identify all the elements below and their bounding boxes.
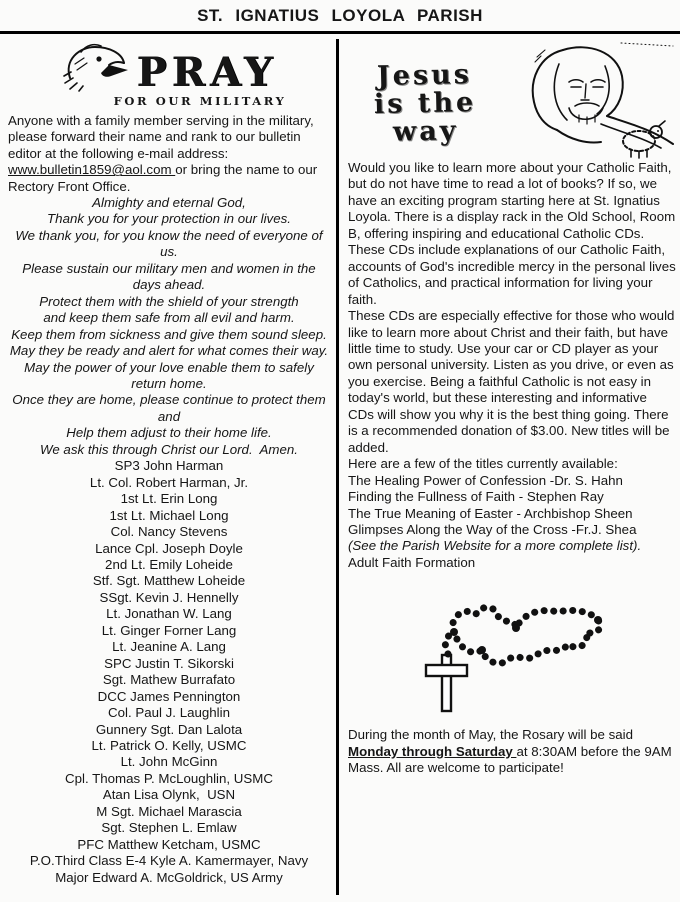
military-names-list <box>8 458 330 886</box>
bulletin-email-link[interactable]: www.bulletin1859@aol.com <box>8 162 176 178</box>
service-member-name: Lt. Jonathan W. Lang <box>106 606 232 622</box>
prayer-line: Please sustain our military men and women in the days ahead. <box>22 260 316 293</box>
jesus-is-the-way-header <box>348 34 676 160</box>
intro-text-before-link: Anyone with a family member serving in the military, please forward their name and rank to our bulletin editor at the following e-mail address: <box>8 113 314 161</box>
pray-logo-row <box>8 42 330 96</box>
service-member-name: DCC James Pennington <box>97 688 241 704</box>
service-member-name: SSgt. Kevin J. Hennelly <box>99 589 239 605</box>
pray-subtitle-wrap <box>18 92 330 110</box>
service-member-name: Col. Paul J. Laughlin <box>108 705 230 721</box>
jesus-wordmark <box>373 61 477 147</box>
rosary-schedule-emphasis: Monday through Saturday <box>348 743 517 759</box>
service-member-name: 1st Lt. Michael Long <box>109 507 229 523</box>
cd-title: Finding the Fullness of Faith - Stephen Ray <box>348 489 604 505</box>
military-intro-paragraph <box>8 113 330 195</box>
cd-program-paragraph-2: These CDs are especially effective for those who would like to learn more about Christ and their faith, but have little time to study. Use your car or CD player as your own personal university. Listen as you drive, or even as you exercise. Being a faithful Catholic is not easy in today's world, but these interesting and informative CDs will show you why it is the best thing going. There is a recommended donation of $3.00. New titles will be added. <box>348 308 675 455</box>
military-prayer <box>8 195 330 458</box>
intro-text-after-link: or bring the name to our Rectory Front Office. <box>8 162 318 194</box>
pray-wordmark: PRAY <box>136 49 278 96</box>
service-member-name: Cpl. Thomas P. McLoughlin, USMC <box>65 770 273 786</box>
rosary-drawing-icon <box>412 599 676 719</box>
parish-website-note: (See the Parish Website for a more complete list). <box>348 538 642 554</box>
service-member-name: Lt. Ginger Forner Lang <box>101 622 237 638</box>
service-member-name: Sgt. Stephen L. Emlaw <box>101 820 237 836</box>
cd-titles-intro: Here are a few of the titles currently available: <box>348 456 618 472</box>
cd-titles-list <box>348 473 676 539</box>
pray-subtitle: FOR OUR MILITARY <box>113 94 287 108</box>
service-member-name: 2nd Lt. Emily Loheide <box>105 557 233 572</box>
rosary-note-before: During the month of May, the Rosary will be said <box>348 727 634 743</box>
prayer-line: Thank you for your protection in our lives. <box>47 211 291 227</box>
left-column <box>0 34 336 895</box>
service-member-name: Major Edward A. McGoldrick, US Army <box>55 869 283 885</box>
cd-title: The True Meaning of Easter - Archbishop Sheen <box>348 505 633 521</box>
prayer-line: Protect them with the shield of your strength <box>39 293 299 309</box>
service-member-name: SP3 John Harman <box>114 458 224 474</box>
service-member-name: P.O.Third Class E-4 Kyle A. Kamermayer, Navy <box>29 853 309 869</box>
prayer-line: Once they are home, please continue to protect them and <box>12 392 326 424</box>
service-member-name: Lt. John McGinn <box>120 754 218 770</box>
jesus-shepherd-drawing-icon <box>501 36 676 160</box>
jesus-wordmark-line: way <box>392 115 459 148</box>
prayer-line: Keep them from sickness and give them sound sleep. <box>11 326 327 342</box>
prayer-line: May they be ready and alert for what comes their way. <box>9 343 329 359</box>
service-member-name: Lt. Jeanine A. Lang <box>112 639 226 655</box>
service-member-name: Gunnery Sgt. Dan Lalota <box>95 721 243 737</box>
service-member-name: Stf. Sgt. Matthew Loheide <box>92 573 246 589</box>
cd-title: Glimpses Along the Way of the Cross -Fr.J. Shea <box>348 521 637 537</box>
cd-program-paragraph-1: Would you like to learn more about your Catholic Faith, but do not have time to read a lot of books? If so, we have an exciting program starting here at St. Ignatius Loyola. There is a display rack in the Old School, Room B, offering inspiring and educational Catholic CDs. These CDs include explanations of our Catholic Faith, accounts of God's incredible mercy in the personal lives of Catholics, and practical information for living your faith. <box>348 160 676 307</box>
service-member-name: SPC Justin T. Sikorski <box>104 655 234 671</box>
prayer-line: We ask this through Christ our Lord. Amen. <box>40 441 298 457</box>
service-member-name: Lt. Col. Robert Harman, Jr. <box>89 474 249 490</box>
service-member-name: Lance Cpl. Joseph Doyle <box>95 540 243 556</box>
service-member-name: 1st Lt. Erin Long <box>120 491 218 507</box>
service-member-name: Sgt. Mathew Burrafato <box>102 672 236 688</box>
right-column <box>339 34 680 895</box>
eagle-icon <box>61 42 135 92</box>
prayer-line: Help them adjust to their home life. <box>66 425 272 441</box>
rosary-announcement <box>348 727 676 776</box>
service-member-name: Atan Lisa Olynk, USN <box>102 787 236 803</box>
service-member-name: Col. Nancy Stevens <box>110 524 228 540</box>
two-column-layout <box>0 34 680 895</box>
service-member-name: PFC Matthew Ketcham, USMC <box>77 836 261 852</box>
cd-program-section <box>348 160 676 571</box>
prayer-line: May the power of your love enable them to safely return home. <box>24 359 314 392</box>
service-member-name: Lt. Patrick O. Kelly, USMC <box>91 737 247 753</box>
prayer-line: We thank you, for you know the need of everyone of us. <box>15 227 323 260</box>
page-title: ST. IGNATIUS LOYOLA PARISH <box>197 6 483 25</box>
rosary-note-after: at 8:30AM before the 9AM Mass. All are welcome to participate! <box>348 743 672 776</box>
jesus-wordmark-line: Jesus <box>376 59 473 92</box>
service-member-name: M Sgt. Michael Marascia <box>96 803 242 819</box>
jesus-wordmark-line: is the <box>373 86 477 121</box>
adult-faith-formation-label: Adult Faith Formation <box>348 554 476 570</box>
prayer-line: Almighty and eternal God, <box>92 195 246 211</box>
prayer-line: and keep them safe from all evil and harm. <box>43 310 295 326</box>
pray-for-military-logo <box>8 42 330 110</box>
cd-title: The Healing Power of Confession -Dr. S. Hahn <box>348 472 623 488</box>
